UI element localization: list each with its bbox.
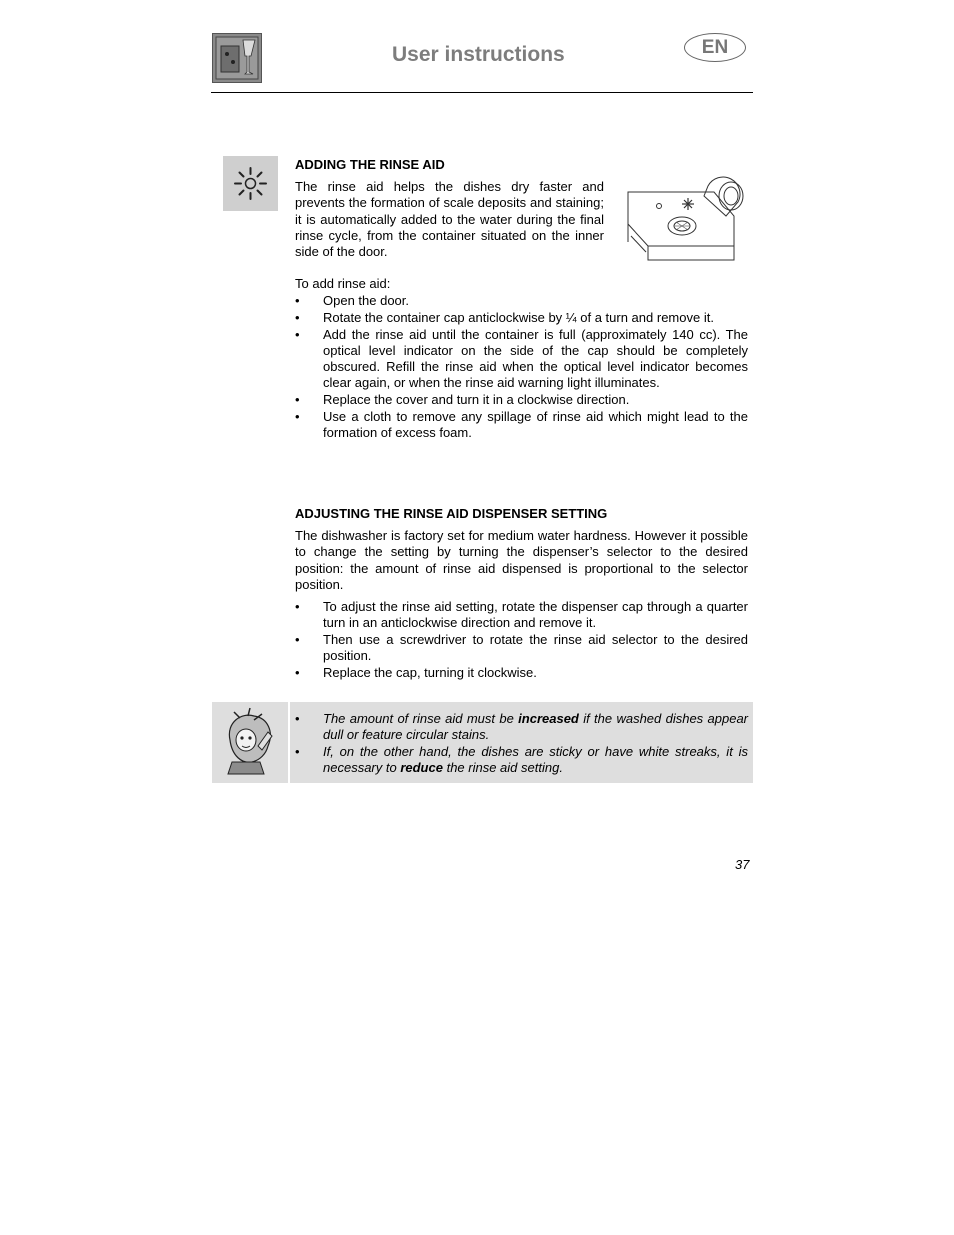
list-item-text: Use a cloth to remove any spillage of rinse aid which might lead to the formation of excess foam. [323,409,748,441]
page-title: User instructions [392,43,565,66]
note-text: the rinse aid setting. [442,760,563,776]
bullet: • [295,293,300,308]
bullet: • [295,309,300,325]
list-item-text: To adjust the rinse aid setting, rotate the dispenser cap through a quarter turn in an anticlockwise direction and remove it. [323,599,748,631]
bullet: • [295,744,300,760]
bullet: • [295,599,300,614]
list-item [295,599,748,632]
adjust-intro: The dishwasher is factory set for medium water hardness. However it possible to change the setting by turning the dispenser’s selector to the desired position: the amount of rinse aid dispensed is proportional to the selector position. [295,528,748,592]
language-badge: EN [684,33,746,62]
note-emphasis: reduce [400,760,443,776]
list-item [295,409,748,442]
section-heading-rinse-aid: ADDING THE RINSE AID [295,157,445,172]
bullet: • [295,392,300,408]
note-text: If, on the other hand, the dishes are sticky or have white streaks, it is necessary to [323,744,748,776]
list-item-text: Then use a screwdriver to rotate the rinse aid selector to the desired position. [323,632,748,664]
list-item-text: Replace the cap, turning it clockwise. [323,665,537,681]
list-item [295,392,748,408]
rinse-aid-intro: The rinse aid helps the dishes dry faster and prevents the formation of scale deposits and staining; it is automatically added to the water during the final rinse cycle, from the container situated on the inner side of the door. [295,179,604,260]
section-heading-adjust: ADJUSTING THE RINSE AID DISPENSER SETTING [295,506,608,521]
note-list [295,711,748,777]
bullet: • [295,326,300,342]
list-item-text: Rotate the container cap anticlockwise by ¼ of a turn and remove it. [323,309,714,325]
list-item [295,665,748,681]
adjust-steps [295,599,748,682]
note-text: if the washed dishes appear dull or feature circular stains. [323,711,749,743]
list-item [295,327,748,392]
bullet: • [295,665,300,681]
rinse-aid-steps [295,293,748,442]
list-item [295,310,748,326]
list-item-text: Replace the cover and turn it in a clockwise direction. [323,392,630,408]
bullet: • [295,632,300,648]
bullet: • [295,409,300,425]
list-item [295,293,748,309]
page-number: 37 [735,857,750,872]
list-item-text: Add the rinse aid until the container is full (approximately 140 cc). The optical level indicator on the side of the cap should be completely obscured. Refill the rinse aid when the optical level indicator becomes clear again, or when the rinse aid warning light illuminates. [323,326,748,391]
list-item [295,632,748,665]
header-divider [211,92,753,93]
sun-star-icon [223,156,278,211]
tip-character-icon [212,702,288,783]
note-text: The amount of rinse aid must be [323,711,519,726]
list-item [295,711,748,744]
note-emphasis: increased [518,711,579,726]
rinse-aid-dispenser-icon [626,176,750,266]
bullet: • [295,711,300,726]
dishwasher-glass-icon [212,33,262,83]
rinse-aid-lead: To add rinse aid: [295,276,391,291]
list-item [295,744,748,777]
list-item-text: Open the door. [323,293,410,308]
